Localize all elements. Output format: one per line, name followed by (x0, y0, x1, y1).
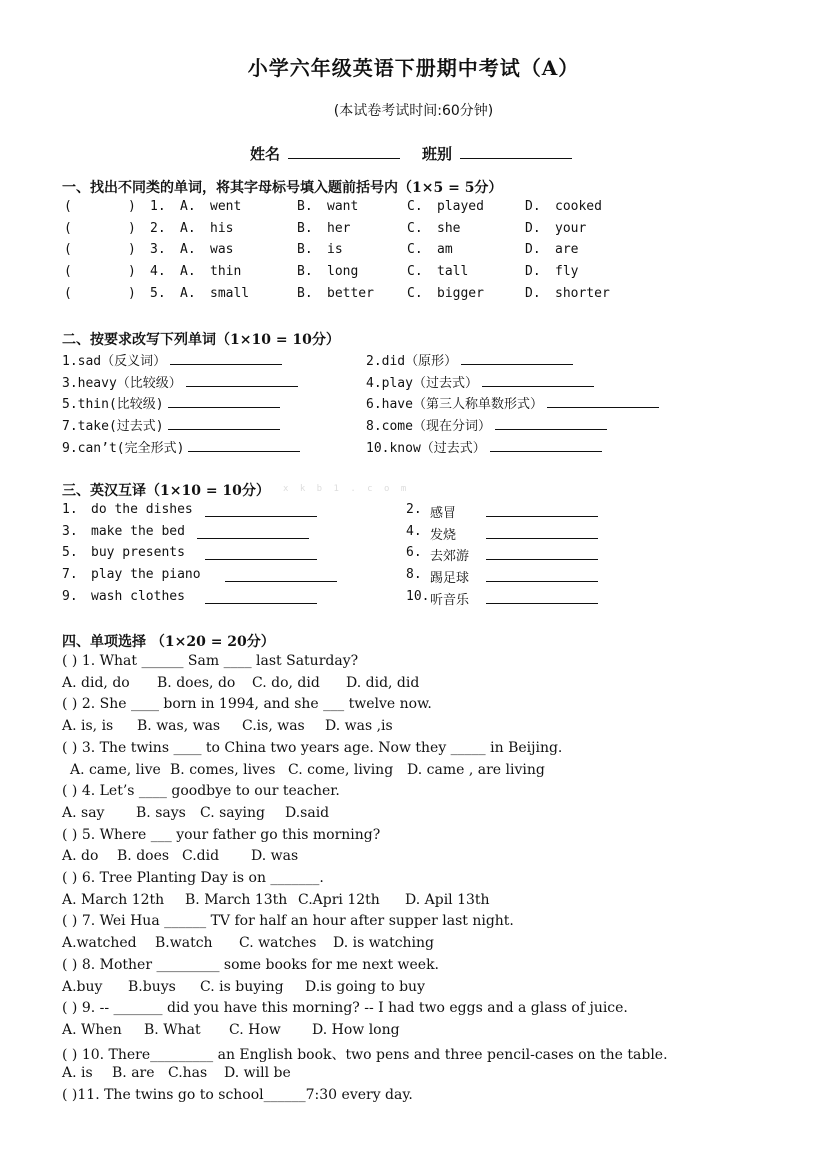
choice-option[interactable]: D. was (251, 848, 299, 865)
option-word: fly (555, 264, 579, 280)
choice-option[interactable]: C. How (229, 1021, 281, 1038)
section3-heading: 三、英汉互译（1×10 = 10分） (62, 483, 270, 499)
option-word: she (437, 220, 461, 236)
item-text: buy presents (91, 545, 185, 561)
option-letter: D. (525, 220, 541, 236)
question-text: ( ) 9. -- _______ did you have this morning? -- I had two eggs and a glass of juice. (62, 1000, 628, 1017)
option-word: are (555, 242, 579, 258)
choice-option[interactable]: A. did, do (62, 674, 130, 691)
option-letter: D. (525, 242, 541, 258)
answer-line[interactable] (461, 352, 573, 365)
choice-option[interactable]: C. watches (239, 935, 317, 952)
option-word: cooked (555, 199, 602, 214)
option-letter: B. (297, 242, 313, 258)
question-text: ( ) 1. What ______ Sam ____ last Saturday? (62, 653, 359, 669)
item-number: 10. (406, 588, 430, 604)
item-text: 去郊游 (430, 549, 470, 565)
option-word: better (327, 285, 374, 301)
choice-option[interactable]: B. says (136, 804, 186, 821)
section2-item (62, 415, 280, 435)
choice-option[interactable]: D. came , are living (407, 761, 545, 778)
option-letter: C. (407, 220, 423, 236)
answer-line[interactable] (490, 439, 602, 452)
option-word: was (210, 242, 234, 258)
section1-row (0, 286, 827, 306)
section2-item (62, 372, 298, 392)
item-number: 3. (62, 523, 78, 539)
class-label: 班别 (422, 145, 453, 163)
section1-row (0, 264, 827, 284)
option-word: her (327, 220, 351, 236)
item-text: 10.know（过去式） (366, 440, 486, 456)
option-letter: A. (180, 285, 196, 301)
answer-line[interactable] (486, 591, 598, 604)
choice-option[interactable]: D. Apil 13th (405, 891, 490, 908)
question-number: 3. (150, 242, 166, 258)
choice-option[interactable]: B. does, do (157, 674, 236, 691)
question-number: 5. (150, 285, 166, 301)
section3-item (0, 502, 827, 522)
option-word: tall (437, 264, 469, 280)
item-number: 6. (406, 545, 422, 561)
choice-option[interactable]: D.said (285, 804, 330, 821)
choice-option[interactable]: A. is (62, 1065, 93, 1082)
watermark: x k b 1 . c o m (283, 484, 410, 494)
item-text: 9.can’t(完全形式) (62, 440, 185, 456)
choice-option[interactable]: D. How long (312, 1021, 400, 1038)
choice-option[interactable]: A.buy (62, 978, 103, 995)
option-word: bigger (437, 285, 484, 301)
item-text: 5.thin(比较级) (62, 397, 164, 413)
section2-item (62, 437, 300, 457)
item-text: 7.take(过去式) (62, 419, 164, 435)
answer-bracket-close: ) (128, 242, 136, 258)
option-word: went (210, 199, 242, 214)
choice-option[interactable]: C. saying (200, 804, 266, 821)
choice-option[interactable]: B. What (144, 1021, 201, 1038)
section3-item (0, 567, 827, 587)
choice-option[interactable]: C.Apri 12th (298, 891, 380, 908)
answer-line[interactable] (170, 352, 282, 365)
option-word: played (437, 199, 484, 214)
question-number: 2. (150, 220, 166, 236)
option-letter: C. (407, 199, 423, 214)
choice-option[interactable]: D.is going to buy (305, 978, 425, 995)
answer-line[interactable] (168, 417, 280, 430)
question-text: ( )11. The twins go to school______7:30 every day. (62, 1087, 413, 1103)
answer-bracket-open[interactable]: ( (64, 220, 72, 236)
item-text: 6.have（第三人称单数形式） (366, 397, 543, 413)
option-letter: B. (297, 220, 313, 236)
item-text: make the bed (91, 523, 185, 539)
choice-option[interactable]: A. do (62, 848, 99, 865)
option-word: shorter (555, 285, 610, 301)
choice-option[interactable]: A. came, live (70, 761, 161, 778)
choice-option[interactable]: D. is watching (333, 935, 435, 952)
answer-bracket-open[interactable]: ( (64, 264, 72, 280)
choice-option[interactable]: D. will be (224, 1065, 291, 1082)
answer-line[interactable] (486, 547, 598, 560)
question-text: ( ) 4. Let’s ____ goodbye to our teacher. (62, 783, 340, 800)
section1-heading: 一、找出不同类的单词，将其字母标号填入题前括号内（1×5 = 5分） (62, 180, 503, 196)
section2-item (366, 372, 594, 392)
choice-option[interactable]: A. say (62, 804, 105, 821)
choice-option[interactable]: C. come, living (288, 761, 394, 778)
section2-item (366, 393, 659, 413)
choice-option[interactable]: C.has (168, 1065, 208, 1082)
section1-row (0, 242, 827, 262)
choice-option[interactable]: B.watch (155, 935, 213, 952)
answer-line[interactable] (482, 374, 594, 387)
answer-line[interactable] (486, 504, 598, 517)
choice-option[interactable]: C.did (182, 848, 220, 865)
option-word: small (210, 285, 250, 301)
section2-item (366, 415, 607, 435)
answer-line[interactable] (547, 395, 659, 408)
option-letter: D. (525, 199, 541, 214)
option-letter: A. (180, 264, 196, 280)
section3-item (0, 589, 827, 609)
question-text: ( ) 7. Wei Hua ______ TV for half an hour after supper last night. (62, 913, 514, 930)
option-letter: C. (407, 285, 423, 301)
choice-option[interactable]: B. March 13th (185, 891, 288, 908)
option-letter: B. (297, 199, 313, 214)
option-word: his (210, 220, 234, 236)
item-number: 7. (62, 567, 78, 583)
choice-option[interactable]: A. When (62, 1021, 122, 1038)
question-text: ( ) 8. Mother _________ some books for me next week. (62, 956, 440, 973)
choice-option[interactable]: D. was ,is (325, 718, 393, 735)
option-word: thin (210, 264, 242, 280)
section2-item (366, 437, 602, 457)
option-letter: D. (525, 285, 541, 301)
choice-option[interactable]: A.watched (62, 935, 137, 952)
section2-item (62, 393, 280, 413)
item-text: 8.come（现在分词） (366, 419, 491, 435)
option-word: is (327, 242, 343, 258)
answer-bracket-close: ) (128, 285, 136, 301)
question-number: 1. (150, 199, 166, 214)
choice-option[interactable]: B. comes, lives (170, 761, 276, 778)
answer-bracket-close: ) (128, 199, 136, 214)
section2-item (62, 350, 282, 370)
item-number: 2. (406, 502, 422, 517)
answer-line[interactable] (486, 569, 598, 582)
option-word: your (555, 220, 587, 236)
answer-bracket-close: ) (128, 264, 136, 280)
answer-line[interactable] (495, 417, 607, 430)
option-letter: B. (297, 285, 313, 301)
item-text: play the piano (91, 567, 201, 583)
item-text: wash clothes (91, 588, 185, 604)
choice-option[interactable]: B.buys (128, 978, 176, 995)
exam-time-note: (本试卷考试时间:60分钟) (333, 103, 494, 119)
question-text: ( ) 10. There_________ an English book、two pens and three pencil-cases on the table. (62, 1046, 668, 1063)
section2-item (366, 350, 573, 370)
option-letter: D. (525, 264, 541, 280)
item-number: 5. (62, 545, 78, 561)
option-letter: A. (180, 220, 196, 236)
answer-line[interactable] (188, 439, 300, 452)
answer-line[interactable] (168, 395, 280, 408)
choice-option[interactable]: B. does (117, 848, 170, 865)
item-text: do the dishes (91, 502, 193, 517)
answer-line[interactable] (486, 526, 598, 539)
question-text: ( ) 6. Tree Planting Day is on _______. (62, 870, 324, 886)
item-number: 9. (62, 588, 78, 604)
item-text: 感冒 (430, 506, 457, 521)
option-letter: A. (180, 199, 196, 214)
name-label: 姓名 (250, 145, 281, 163)
item-text: 4.play（过去式） (366, 375, 478, 391)
question-text: ( ) 2. She ____ born in 1994, and she ___ twelve now. (62, 696, 432, 713)
answer-bracket-close: ) (128, 220, 136, 236)
section2-heading: 二、按要求改写下列单词（1×10 = 10分） (62, 332, 340, 348)
item-number: 8. (406, 567, 422, 583)
option-letter: A. (180, 242, 196, 258)
item-number: 4. (406, 523, 422, 539)
item-text: 发烧 (430, 527, 457, 543)
question-text: ( ) 3. The twins ____ to China two years age. Now they _____ in Beijing. (62, 739, 563, 756)
item-number: 1. (62, 502, 78, 517)
option-word: long (327, 264, 359, 280)
option-letter: C. (407, 242, 423, 258)
question-number: 4. (150, 264, 166, 280)
question-text: ( ) 5. Where ___ your father go this morning? (62, 826, 381, 843)
option-letter: B. (297, 264, 313, 280)
choice-option[interactable]: C. do, did (252, 674, 320, 691)
choice-option[interactable]: A. March 12th (62, 891, 165, 908)
section1-row (0, 221, 827, 241)
answer-bracket-open[interactable]: ( (64, 242, 72, 258)
exam-title: 小学六年级英语下册期中考试（A） (247, 56, 580, 80)
choice-option[interactable]: C. is buying (200, 978, 284, 995)
section4-heading: 四、单项选择 （1×20 = 20分） (62, 634, 275, 650)
choice-option[interactable]: A. is, is (62, 718, 114, 735)
choice-option[interactable]: B. was, was (137, 718, 221, 735)
name-blank[interactable] (288, 144, 400, 159)
answer-bracket-open[interactable]: ( (64, 199, 72, 214)
class-blank[interactable] (460, 144, 572, 159)
option-word: am (437, 242, 453, 258)
answer-bracket-open[interactable]: ( (64, 285, 72, 301)
choice-option[interactable]: C.is, was (242, 718, 305, 735)
item-text: 1.sad（反义词） (62, 354, 167, 369)
choice-option[interactable]: B. are (112, 1065, 155, 1082)
option-word: want (327, 199, 359, 214)
section3-item (0, 524, 827, 544)
section1-row (0, 199, 827, 219)
item-text: 2.did（原形） (366, 354, 458, 369)
option-letter: C. (407, 264, 423, 280)
item-text: 3.heavy（比较级） (62, 375, 182, 391)
choice-option[interactable]: D. did, did (346, 674, 420, 691)
item-text: 踢足球 (430, 571, 470, 587)
section3-item (0, 545, 827, 565)
answer-line[interactable] (186, 374, 298, 387)
item-text: 听音乐 (430, 592, 470, 608)
student-info-bar (250, 143, 594, 164)
